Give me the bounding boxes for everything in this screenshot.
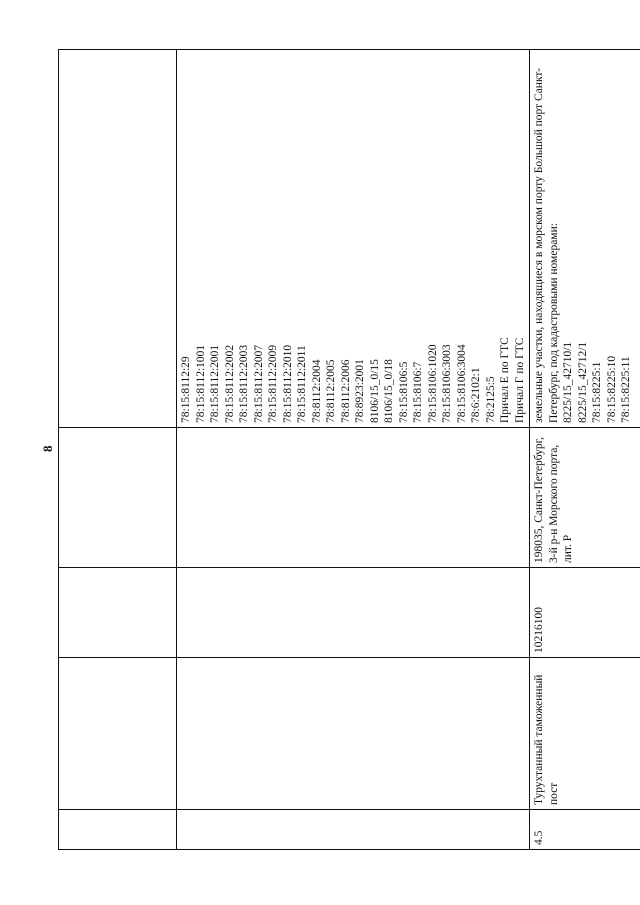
- cell-cadastral: [530, 50, 640, 428]
- cadastral-number: 78:15:8112:2011: [296, 345, 308, 423]
- cadastral-number: 78:15:8112:2010: [281, 344, 294, 423]
- cell-address: 198035, Санкт-Петербург, 3-й р-н Морского порта, лит. Р: [530, 428, 640, 568]
- cell-num: 4.5: [530, 810, 640, 850]
- cell-code: [177, 568, 530, 658]
- cadastral-number: 8225/15_42712/1: [576, 341, 589, 423]
- cadastral-number: 78:15:8112:2001: [209, 344, 221, 423]
- cell-name: [177, 658, 530, 810]
- cadastral-number: 78:15:8112:2007: [252, 344, 265, 423]
- table-row: [59, 50, 177, 850]
- rotated-table-page: [58, 50, 632, 850]
- cadastral-number: 78:15:8112:2002: [223, 344, 236, 423]
- land-plots-description: земельные участки, находящиеся в морском порту Большой порт Санкт-Петербург, под кадастровыми номерами:: [533, 67, 560, 423]
- cadastral-number: 78:15:8112:29: [180, 356, 192, 423]
- cadastral-number: 78:15:8112:2003: [238, 344, 250, 423]
- page-number: 8: [40, 445, 55, 452]
- cadastral-number: 78:8112:2006: [339, 359, 352, 423]
- cell-num: [177, 810, 530, 850]
- cadastral-number: 78:15:8112:2009: [267, 344, 279, 423]
- cadastral-number: 78:8923:2001: [354, 359, 366, 423]
- cadastral-number: 8106/15_0/18: [383, 359, 395, 423]
- cadastral-number: 78:15:8225:11: [620, 356, 632, 423]
- customs-posts-table: [58, 49, 640, 850]
- table-row: [177, 50, 530, 850]
- cell-address: [177, 428, 530, 568]
- cadastral-number: 78:15:8106:7: [412, 361, 424, 423]
- cadastral-number: 78:2125:5: [484, 376, 497, 423]
- cell-num: [59, 810, 177, 850]
- cell-name: Турухтанный таможенный пост: [530, 658, 640, 810]
- cell-name: [59, 658, 177, 810]
- cadastral-number: 78:15:8112:1001: [194, 344, 207, 423]
- cadastral-number: 78:15:8225:10: [605, 355, 618, 423]
- cadastral-number: 78:15:8106:5: [397, 361, 410, 423]
- cadastral-number: 8106/15_0/15: [368, 359, 381, 423]
- cell-cadastral: [59, 50, 177, 428]
- cadastral-number: 78:15:8106:3003: [441, 344, 453, 423]
- cadastral-number: 78:8112:2005: [325, 359, 337, 423]
- cadastral-number: 78:8112:2004: [310, 359, 323, 423]
- cadastral-number: 78:15:8106:3004: [455, 344, 468, 423]
- cell-cadastral: [177, 50, 530, 428]
- berth-label: Причал Е по ГТС: [499, 337, 511, 423]
- berth-label: Причал Г по ГТС: [513, 337, 526, 423]
- cell-address: [59, 428, 177, 568]
- cadastral-number: 8225/15_42710/1: [562, 341, 574, 423]
- cadastral-number: 78:15:8106:1020: [426, 344, 439, 423]
- cadastral-number: 78:6:2102:1: [470, 367, 482, 423]
- cell-code: 10216100: [530, 568, 640, 658]
- cell-code: [59, 568, 177, 658]
- table-row: [530, 50, 640, 850]
- cadastral-number: 78:15:8225:1: [591, 361, 603, 423]
